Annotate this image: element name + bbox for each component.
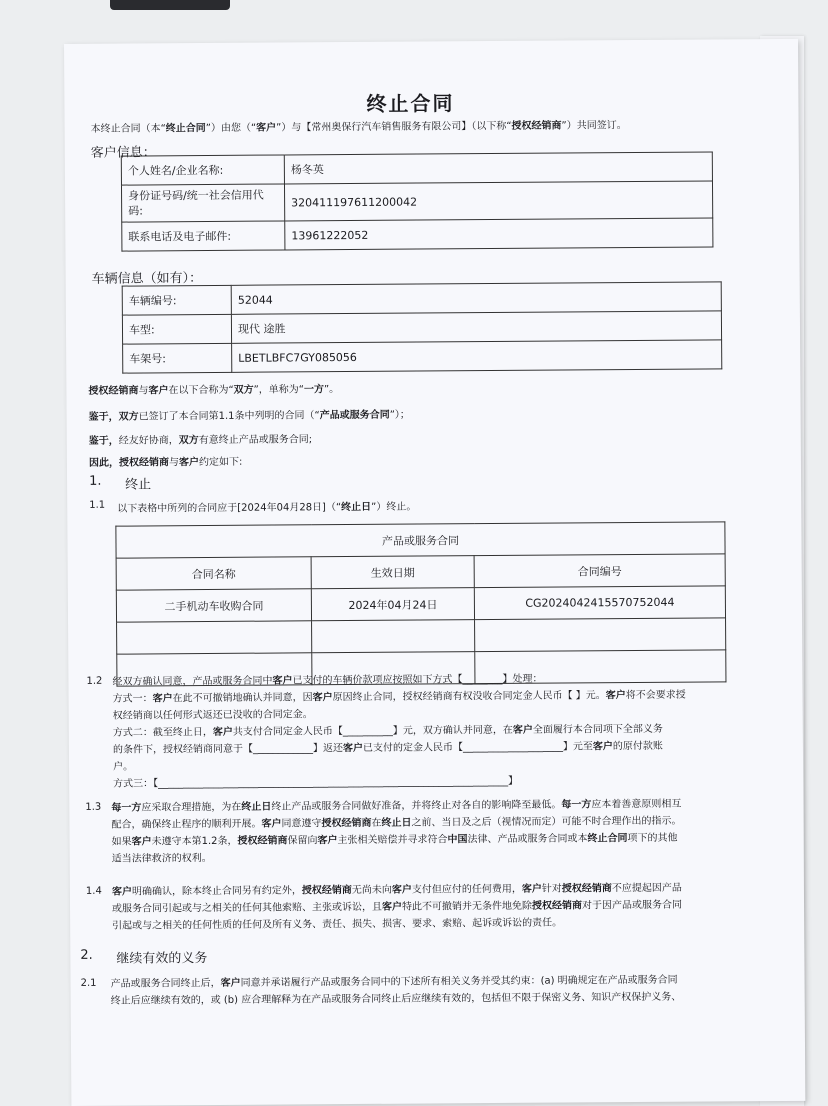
vehicle-info-heading: 车辆信息（如有）： <box>91 271 203 287</box>
clause-1-2-text <box>112 669 793 793</box>
document-title: 终止合同 <box>366 91 455 116</box>
vehicle-value-vin: LBETLBFC7GY085056 <box>232 340 722 372</box>
table-row <box>117 618 726 654</box>
text-run: 将不会要求授 <box>625 689 686 702</box>
customer-label-name: 个人姓名/企业名称: <box>121 155 284 185</box>
customer-value-id: 320411197611200042 <box>284 181 712 221</box>
text-run: 客户 <box>317 835 338 847</box>
document-page <box>64 39 805 1106</box>
text-run: 配合，确保终止程序的顺利开展。 <box>111 818 262 831</box>
text-run: 全面履行本合同项下全部义务 <box>532 723 663 736</box>
text-run: 客户 <box>605 690 626 702</box>
text-run: 在以下合称为“ <box>168 384 234 397</box>
section-2-title: 继续有效的义务 <box>116 951 208 967</box>
text-run: 未遵守本第1.2条， <box>151 835 238 848</box>
clause-2-1-text <box>111 971 811 1010</box>
text-run: 以下表格中所列的合同应于[2024年04月28日]（“ <box>117 502 342 515</box>
text-run: 授权经销商 <box>531 900 583 912</box>
text-run: 每一方 <box>111 802 142 814</box>
text-run: 如果 <box>111 836 132 848</box>
text-run: ”）由您（“ <box>205 122 257 135</box>
text-run: 的条件下，授权经销商同意于【____________】返还 <box>112 743 343 756</box>
text-run: 不应提起因产品 <box>611 882 682 895</box>
customer-label-contact: 联系电话及电子邮件: <box>122 221 285 251</box>
text-run: 终止合同 <box>165 123 206 135</box>
text-run: 同意并承诺履行产品或服务合同中的下述所有相关义务并受其约束：(a) 明确规定在产品或服务合同 <box>240 974 678 989</box>
column-header-contract-number: 合同编号 <box>474 554 725 588</box>
table-caption-row <box>116 522 725 558</box>
text-run: 授权经销商 <box>118 457 169 469</box>
paragraph-line <box>112 913 802 935</box>
text-run: 应采取合理措施，为在 <box>141 801 242 814</box>
text-run: 双方 <box>118 411 139 423</box>
text-run: 已支付的车辆价款项应按照如下方式【________】处理： <box>292 673 543 687</box>
clause-1-4-text <box>112 879 802 935</box>
section-2-number: 2. <box>80 947 93 963</box>
text-run: 客户 <box>521 883 542 895</box>
column-header-contract-name: 合同名称 <box>116 557 311 590</box>
table-cell: 2024年04月24日 <box>311 588 474 621</box>
table-cell: 二手机动车收购合同 <box>116 589 311 622</box>
section-1-number: 1. <box>89 473 102 489</box>
text-run: 经友好协商， <box>118 435 179 447</box>
text-run: 终止日 <box>381 817 412 829</box>
text-run: 一方 <box>303 384 325 396</box>
text-run: 客户 <box>261 818 282 830</box>
section-1-title: 终止 <box>125 477 152 493</box>
text-run: 客户 <box>178 457 199 469</box>
text-run: 方式一： <box>112 693 153 705</box>
clause-1-3-number: 1.3 <box>85 801 102 813</box>
text-run: 终止后应继续有效的，或 (b) 应合理解释为在产品或服务合同终止后应继续有效的，包括但不限于保密义务、知识产权保护义务、 <box>110 991 682 1007</box>
clause-1-2-number: 1.2 <box>86 675 103 687</box>
intro-line <box>91 116 627 135</box>
text-run: ”）终止。 <box>371 501 417 513</box>
text-run: 客户 <box>148 385 169 397</box>
customer-info-heading: 客户信息： <box>90 145 156 161</box>
text-run: 保留向 <box>287 835 318 847</box>
text-run: 之前、当日及之后（视情况而定）可能不时合理作出的指示。 <box>411 815 682 829</box>
text-run: 客户 <box>592 741 613 753</box>
parties-line <box>88 380 339 397</box>
text-run: 支付但应付的任何费用， <box>411 883 522 896</box>
text-run: 每一方 <box>561 799 592 811</box>
text-run: 引起或与之相关的任何性质的任何及所有义务、责任、损失、损害、要求、索赔、起诉或诉讼的责任。 <box>112 917 563 932</box>
customer-label-id: 身份证号码/统一社会信用代码: <box>121 184 284 222</box>
text-run: 特此不可撤销并无条件地免除 <box>401 900 533 913</box>
text-run: 产品或服务合同 <box>319 409 390 422</box>
text-run: ”）与【常州奥保行汽车销售服务有限公司】（以下称“ <box>276 120 512 134</box>
text-run: 共支付合同定金人民币【__________】元，双方确认并同意，在 <box>232 724 513 738</box>
paragraph-line <box>111 988 811 1010</box>
text-run: 授权经销商 <box>301 885 352 897</box>
therefore-line <box>89 453 242 469</box>
text-run: 的原付款账 <box>612 740 663 753</box>
text-run: 在 <box>371 817 382 829</box>
text-run: 授权经销商 <box>88 385 139 397</box>
text-run: 应本着善意原则相互 <box>591 798 682 811</box>
text-run: 授权经销商 <box>237 835 288 847</box>
table-cell <box>117 621 312 654</box>
text-run: 客户 <box>131 836 152 848</box>
text-run: 终止产品或服务合同做好准备，并将终止对各自的影响降至最低。 <box>271 799 562 813</box>
text-run: 针对 <box>541 883 562 895</box>
text-run: 在此不可撤销地确认并同意，因 <box>172 692 313 705</box>
text-run: 终止日 <box>341 501 372 514</box>
vehicle-label-vin: 车架号: <box>123 343 232 373</box>
text-run: 明确确认，除本终止合同另有约定外， <box>131 885 302 898</box>
text-run: 同意遵守 <box>281 818 322 830</box>
table-row <box>121 181 712 222</box>
table-row <box>122 282 721 315</box>
text-run: 适当法律救济的权利。 <box>111 852 212 865</box>
text-run: 方式二：截至终止日， <box>112 726 213 739</box>
text-run: 鉴于， <box>88 411 119 423</box>
column-header-effective-date: 生效日期 <box>311 556 474 589</box>
text-run: ”）； <box>389 409 410 421</box>
whereas-1 <box>89 406 410 423</box>
text-run: 客户 <box>312 692 333 704</box>
text-run: 主张相关赔偿并寻求符合 <box>337 834 448 847</box>
text-run: 终止合同 <box>587 833 628 845</box>
desk-corner <box>110 0 230 10</box>
text-run: 与 <box>168 457 179 469</box>
table-cell: CG2024042415570752044 <box>474 586 725 620</box>
text-run: 项下的其他 <box>627 832 678 845</box>
text-run: 客户 <box>512 724 533 736</box>
table-row <box>122 218 713 251</box>
text-run: 中国 <box>447 834 468 846</box>
text-run: 双方 <box>178 435 199 447</box>
whereas-2 <box>89 430 312 447</box>
clause-2-1-number: 2.1 <box>80 977 97 989</box>
text-run: ”）共同签订。 <box>561 120 627 132</box>
text-run: ”。 <box>323 384 340 396</box>
text-run: ”，单称为“ <box>253 384 305 396</box>
table-row <box>116 586 725 622</box>
table-cell <box>312 620 475 653</box>
contract-table <box>115 521 726 686</box>
text-run: 因此， <box>88 457 119 469</box>
text-run: 客户 <box>111 886 132 898</box>
text-run: 或服务合同引起或与之相关的任何其他索赔、主张或诉讼，且 <box>112 901 383 915</box>
clause-1-3-text <box>111 795 801 868</box>
vehicle-label-model: 车型: <box>122 314 231 344</box>
text-run: 终止日 <box>241 801 272 813</box>
table-header-row <box>116 554 725 590</box>
clause-1-1-text <box>117 498 416 515</box>
clause-1-1-number: 1.1 <box>89 499 106 511</box>
text-run: 有意终止产品或服务合同; <box>198 434 313 447</box>
text-run: 户。 <box>113 761 134 773</box>
clause-1-4-number: 1.4 <box>85 885 102 897</box>
text-run: 授权经销商 <box>561 883 612 895</box>
text-run: 已支付的定金人民币【____________________】元至 <box>362 741 593 754</box>
text-run: 已签订了本合同第1.1条中列明的合同（“ <box>138 410 320 423</box>
text-run: 无尚未向 <box>351 884 392 897</box>
text-run: 对于因产品或服务合同 <box>581 899 683 912</box>
customer-value-name: 杨冬英 <box>284 152 712 184</box>
text-run: 与 <box>138 385 149 397</box>
text-run: 客户 <box>381 901 403 913</box>
vehicle-label-number: 车辆编号: <box>122 285 231 315</box>
text-run: 原因终止合同，授权经销商有权没收合同定金人民币【 】元。 <box>332 690 606 704</box>
text-run: 双方 <box>233 384 254 396</box>
customer-info-table <box>121 151 714 251</box>
customer-value-contact: 13961222052 <box>285 218 713 250</box>
contract-table-caption: 产品或服务合同 <box>116 522 725 558</box>
vehicle-value-number: 52044 <box>231 282 721 314</box>
text-run: 鉴于， <box>88 435 119 447</box>
text-run: 客户 <box>391 884 412 896</box>
text-run: 方式三：【______________________________________________________________________】 <box>113 775 519 790</box>
paragraph-line <box>113 771 793 793</box>
text-run: 法律、产品或服务合同或本 <box>467 833 588 846</box>
text-run: 本终止合同（本“ <box>90 123 166 135</box>
text-run: 权经销商以任何形式返还已没收的合同定金。 <box>112 709 313 722</box>
text-run: 客户 <box>342 742 363 755</box>
table-cell <box>475 618 726 652</box>
text-run: 客户 <box>272 675 293 687</box>
table-row <box>121 152 712 185</box>
text-run: 产品或服务合同终止后， <box>110 977 221 990</box>
text-run: 客户 <box>152 693 173 705</box>
text-run: 授权经销商 <box>511 120 562 132</box>
text-run: 客户 <box>212 726 233 738</box>
vehicle-info-table <box>122 281 723 373</box>
text-run: 经双方确认同意，产品或服务合同中 <box>112 675 273 688</box>
table-row <box>123 340 722 373</box>
text-run: 约定如下: <box>198 456 243 469</box>
vehicle-value-model: 现代 途胜 <box>231 311 721 343</box>
text-run: 客户 <box>256 122 277 134</box>
text-run: 客户 <box>220 977 241 989</box>
table-row <box>122 311 721 344</box>
text-run: 授权经销商 <box>321 817 372 830</box>
